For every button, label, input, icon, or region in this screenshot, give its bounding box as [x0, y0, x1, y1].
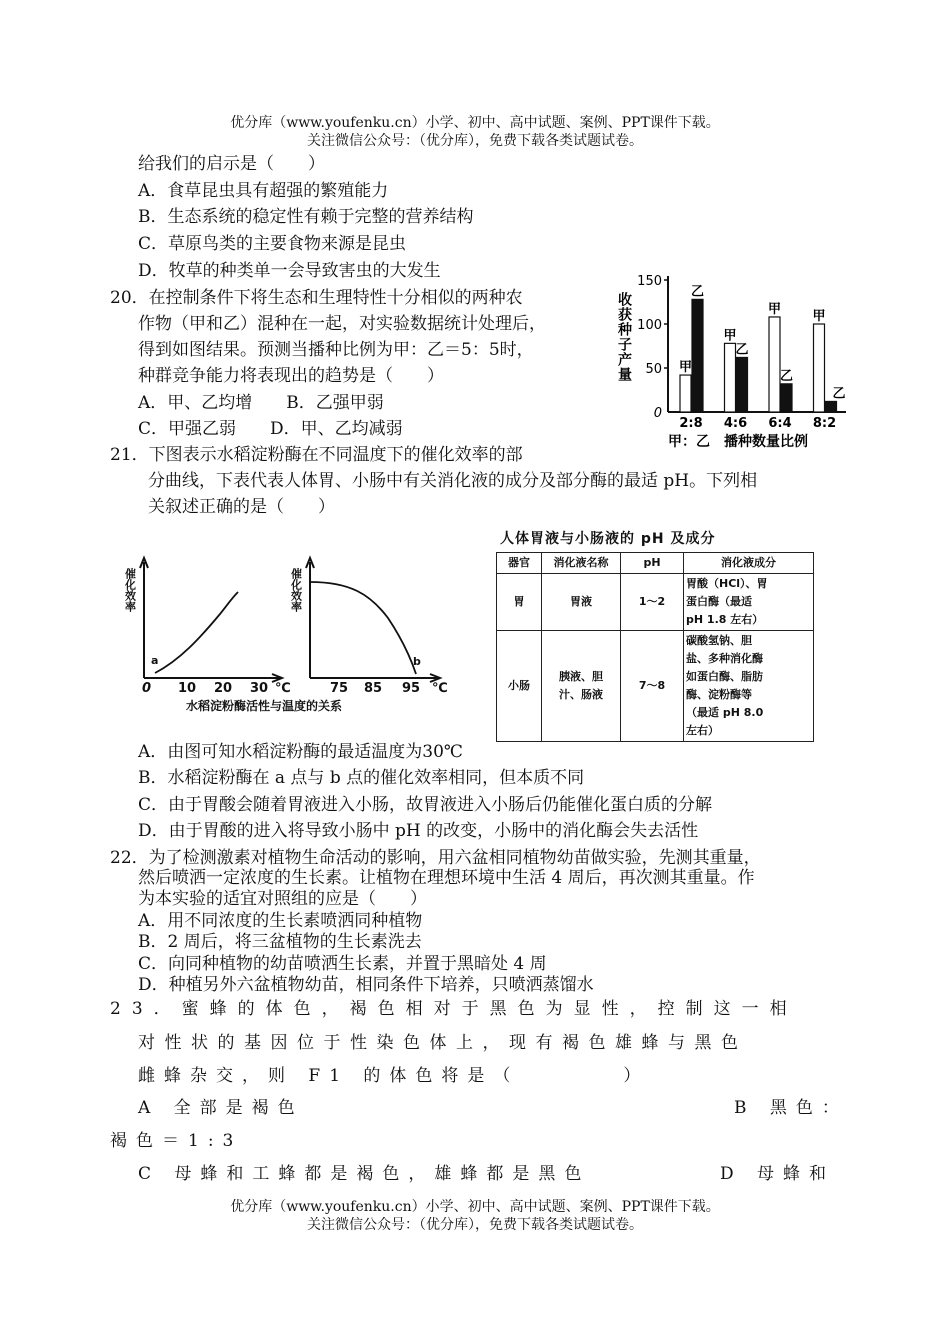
- bar-y-tick-label: 0: [653, 406, 662, 421]
- bar-y-tick-label: 50: [645, 362, 662, 377]
- left-tick-10: 10: [178, 681, 197, 696]
- bar-yi-1: [737, 357, 748, 412]
- curves-caption: 水稻淀粉酶活性与温度的关系: [186, 699, 343, 713]
- q20-stem-3: 得到如图结果。预测当播种比例为甲：乙＝5：5时，: [138, 340, 534, 360]
- q23-stem-3: 雌蜂杂交，则 F1 的体色将是（ ）: [138, 1066, 650, 1086]
- q23-option-c: C 母蜂和工蜂都是褐色，雄蜂都是黑色: [138, 1164, 591, 1184]
- q23-stem-1: 23．蜜蜂的体色，褐色相对于黑色为显性，控制这一相: [110, 999, 798, 1019]
- bar-jia-2: [769, 317, 780, 412]
- falling-curve: [310, 582, 416, 674]
- fluid-line: 汁、肠液: [559, 688, 603, 701]
- q21-stem-1: 21．下图表示水稻淀粉酶在不同温度下的催化效率的部: [110, 445, 523, 465]
- bar-category-label: 2:8: [679, 416, 703, 431]
- left-y-label: 催化效率: [123, 568, 137, 612]
- table-row: [497, 574, 814, 631]
- comp-line: 左右）: [686, 724, 719, 737]
- q23-option-b: B 黑色：: [734, 1098, 848, 1118]
- q20-options-cd: C．甲强乙弱 D．甲、乙均减弱: [138, 419, 403, 439]
- right-tick-85: 85: [364, 681, 383, 696]
- table-header-row: [497, 553, 814, 574]
- right-tick-unit: ℃: [432, 681, 448, 696]
- q22-option-b: B．2 周后，将三盆植物的生长素洗去: [138, 932, 422, 952]
- bar-jia-3: [814, 324, 825, 412]
- left-tick-unit: ℃: [275, 681, 291, 696]
- row-composition-stomach: [684, 574, 814, 631]
- left-tick-30: 30: [250, 681, 269, 696]
- q20-stem-1: 20．在控制条件下将生态和生理特性十分相似的两种农: [110, 288, 523, 308]
- q21-stem-3: 关叙述正确的是（ ）: [148, 497, 335, 517]
- bar-series-label: 甲: [723, 328, 737, 344]
- q21-option-a: A．由图可知水稻淀粉酶的最适温度为30℃: [138, 742, 463, 762]
- q22-stem-2: 然后喷洒一定浓度的生长素。让植物在理想环境中生活 4 周后，再次测其重量。作: [138, 868, 755, 888]
- bar-y-tick-label: 100: [637, 318, 662, 333]
- q23-stem-2: 对性状的基因位于性染色体上，现有褐色雄蜂与黑色: [138, 1033, 748, 1053]
- bar-series-label: 乙: [832, 386, 846, 402]
- right-y-label: 催化效率: [289, 568, 303, 612]
- bar-chart-marks: [679, 284, 846, 431]
- header-fluid: 消化液名称: [542, 553, 621, 574]
- q22-stem-1: 22．为了检测激素对植物生命活动的影响，用六盆相同植物幼苗做实验，先测其重量，: [110, 848, 761, 868]
- table-row: [497, 631, 814, 742]
- header-line-2: 关注微信公众号：（优分库），免费下载各类试题试卷。: [307, 133, 643, 149]
- point-a-label: a: [151, 654, 159, 667]
- q21-option-d: D．由于胃酸的进入将导致小肠中 pH 的改变，小肠中的消化酶会失去活性: [138, 821, 699, 841]
- rising-curve: [155, 592, 238, 673]
- bar-series-label: 甲: [767, 301, 782, 317]
- q22-option-d: D．种植另外六盆植物幼苗，相同条件下培养，只喷洒蒸馏水: [138, 975, 594, 995]
- comp-line: 碳酸氢钠、胆: [686, 634, 752, 647]
- q21-stem-2: 分曲线，下表代表人体胃、小肠中有关消化液的成分及部分酶的最适 pH。下列相: [148, 471, 758, 491]
- left-tick-0: 0: [142, 681, 152, 696]
- bar-yi-2: [781, 384, 792, 412]
- q21-option-c: C．由于胃酸会随着胃液进入小肠，故胃液进入小肠后仍能催化蛋白质的分解: [138, 795, 713, 815]
- enzyme-temperature-curves: [120, 548, 460, 716]
- header-organ: 器官: [497, 553, 542, 574]
- comp-line: 盐、多种消化酶: [686, 652, 763, 665]
- bar-series-label: 乙: [735, 342, 749, 358]
- bar-series-label: 甲: [678, 360, 693, 376]
- header-ph: pH: [621, 553, 684, 574]
- q19-option-c: C．草原鸟类的主要食物来源是昆虫: [138, 234, 407, 254]
- q23-option-d: D 母蜂和: [720, 1164, 836, 1184]
- right-tick-75: 75: [330, 681, 349, 696]
- row-fluid-gastric: 胃液: [542, 574, 621, 631]
- bar-y-label: 收获种子产量: [616, 292, 632, 382]
- fluid-line: 胰液、胆: [559, 670, 603, 683]
- q19-option-b: B．生态系统的稳定性有赖于完整的营养结构: [138, 207, 474, 227]
- footer-line-2: 关注微信公众号：（优分库），免费下载各类试题试卷。: [307, 1217, 643, 1233]
- bar-yi-3: [826, 401, 837, 412]
- q19-option-d: D．牧草的种类单一会导致害虫的大发生: [138, 261, 441, 281]
- header-line-1: 优分库（www.youfenku.cn）小学、初中、高中试题、案例、PPT课件下载。: [230, 115, 720, 131]
- table-title: 人体胃液与小肠液的 pH 及成分: [500, 531, 716, 547]
- bar-jia-1: [725, 343, 736, 412]
- bar-x-label: 甲：乙 播种数量比例: [668, 434, 808, 450]
- bar-series-label: 乙: [779, 368, 794, 384]
- row-organ-intestine: 小肠: [497, 631, 542, 742]
- q19-option-a: A．食草昆虫具有超强的繁殖能力: [138, 181, 389, 201]
- bar-category-label: 8:2: [812, 416, 837, 431]
- bar-yi-0: [692, 299, 703, 412]
- q20-stem-4: 种群竞争能力将表现出的趋势是（ ）: [138, 366, 444, 386]
- left-tick-20: 20: [214, 681, 233, 696]
- q20-options-ab: A．甲、乙均增 B．乙强甲弱: [138, 393, 384, 413]
- q22-option-c: C．向同种植物的幼苗喷洒生长素，并置于黑暗处 4 周: [138, 954, 547, 974]
- row-organ-stomach: 胃: [497, 574, 542, 631]
- q23-option-a: A 全部是褐色: [138, 1098, 304, 1118]
- point-b-label: b: [413, 655, 421, 668]
- comp-line: 如蛋白酶、脂肪: [686, 670, 763, 683]
- comp-line: 蛋白酶（最适: [686, 595, 752, 608]
- comp-line: pH 1.8 左右）: [686, 613, 764, 626]
- comp-line: 胃酸（HCl）、胃: [686, 577, 768, 590]
- q19-stem-cont: 给我们的启示是（ ）: [138, 154, 325, 174]
- q20-stem-2: 作物（甲和乙）混种在一起，对实验数据统计处理后，: [138, 314, 546, 334]
- q23-option-b-cont: 褐色＝1:3: [110, 1131, 243, 1151]
- header-composition: 消化液成分: [684, 553, 814, 574]
- row-ph-intestine: 7～8: [621, 631, 684, 742]
- digestive-fluid-table: [496, 552, 814, 742]
- footer-line-1: 优分库（www.youfenku.cn）小学、初中、高中试题、案例、PPT课件下载。: [230, 1199, 720, 1215]
- bar-category-label: 4:6: [723, 416, 748, 431]
- row-fluid-intestine: [542, 631, 621, 742]
- q22-option-a: A．用不同浓度的生长素喷洒同种植物: [138, 911, 423, 931]
- row-ph-stomach: 1～2: [621, 574, 684, 631]
- bar-series-label: 乙: [690, 284, 705, 300]
- row-composition-intestine: [684, 631, 814, 742]
- bar-jia-0: [680, 375, 691, 412]
- bar-y-tick-label: 150: [637, 274, 662, 289]
- seed-yield-bar-chart: [606, 266, 856, 452]
- q22-stem-3: 为本实验的适宜对照组的应是（ ）: [138, 889, 427, 909]
- bar-category-label: 6:4: [768, 416, 792, 431]
- bar-series-label: 甲: [812, 309, 826, 324]
- comp-line: （最适 pH 8.0: [686, 706, 764, 719]
- q21-option-b: B．水稻淀粉酶在 a 点与 b 点的催化效率相同，但本质不同: [138, 768, 585, 788]
- comp-line: 酶、淀粉酶等: [686, 688, 752, 701]
- right-tick-95: 95: [402, 681, 421, 696]
